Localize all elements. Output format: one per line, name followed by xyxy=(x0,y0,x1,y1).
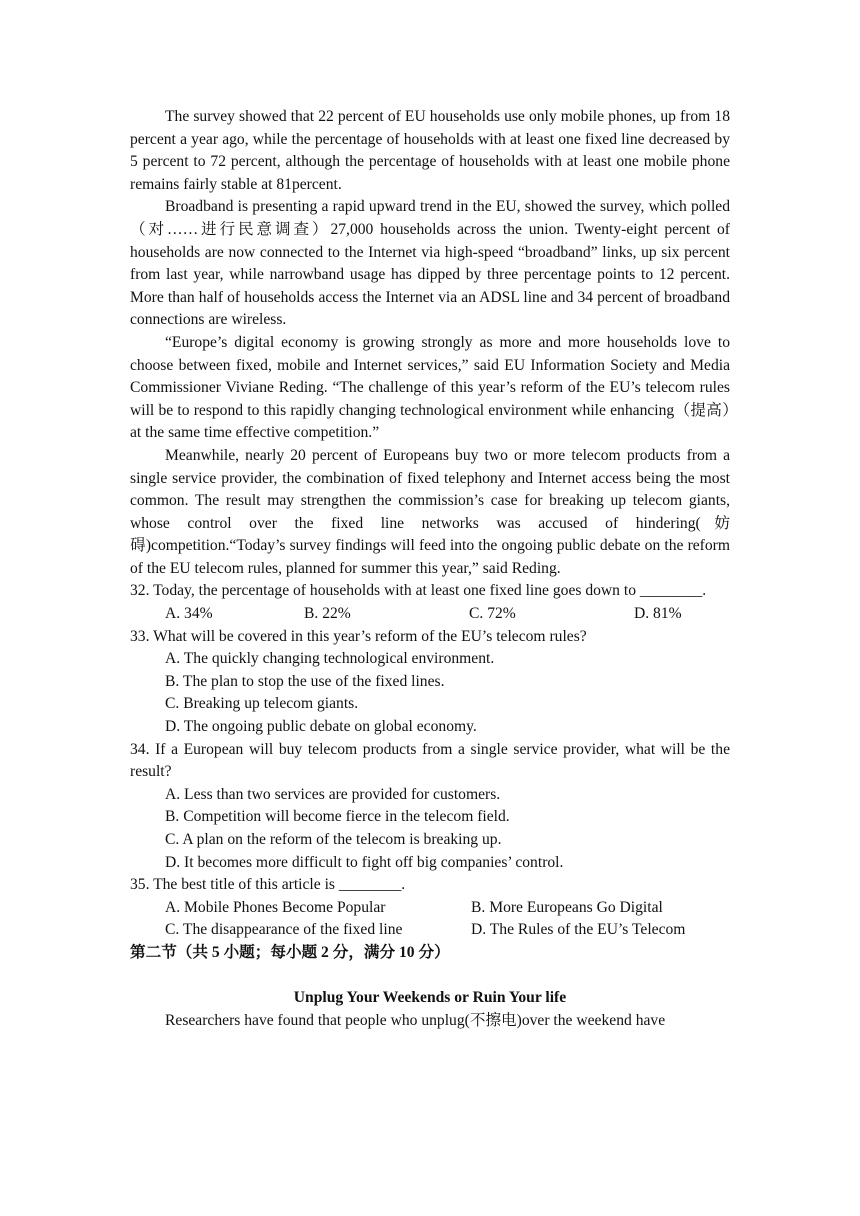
question-32-option-d: D. 81% xyxy=(634,605,682,623)
question-32-option-c: C. 72% xyxy=(469,605,516,623)
question-33-option-c: C. Breaking up telecom giants. xyxy=(165,695,359,713)
question-35-option-b: B. More Europeans Go Digital xyxy=(471,898,663,916)
article-first-line: Researchers have found that people who unplug(不擦电)over the weekend have xyxy=(165,1011,666,1029)
question-34-option-c: C. A plan on the reform of the telecom is breaking up. xyxy=(165,831,502,848)
question-32-option-a: A. 34% xyxy=(165,605,213,623)
question-35-option-a: A. Mobile Phones Become Popular xyxy=(165,898,386,916)
question-35-options-row-2 xyxy=(130,919,730,942)
question-34-stem: 34. If a European will buy telecom products from a single service provider, what will be the result? xyxy=(130,740,730,781)
passage-paragraph-1: The survey showed that 22 percent of EU households use only mobile phones, up from 18 percent a year ago, while the percentage of households with at least one fixed line decreased by 5 percent to 72 percent, although the percentage of households with at least one mobile phone remains fairly stable at 81percent. xyxy=(130,108,730,193)
question-33-stem: 33. What will be covered in this year’s reform of the EU’s telecom rules? xyxy=(130,627,587,645)
passage-paragraph-2: Broadband is presenting a rapid upward trend in the EU, showed the survey, which polled（对……进行民意调查）27,000 households across the union. Twenty-eight percent of households are now connected to the Internet via high-speed “broadband” links, up six percent from last year, while narrowband usage has dipped by three percentage points to 12 percent. More than half of households access the Internet via an ADSL line and 34 percent of broadband connections are wireless. xyxy=(130,198,730,329)
question-33-option-a: A. The quickly changing technological environment. xyxy=(165,650,495,668)
question-35-options-row-1 xyxy=(130,897,730,920)
content-column xyxy=(130,106,730,1032)
question-34-option-d: D. It becomes more difficult to fight off big companies’ control. xyxy=(165,853,564,871)
passage-paragraph-4: Meanwhile, nearly 20 percent of Europeans buy two or more telecom products from a single service provider, the combination of fixed telephony and Internet access being the most common. The result may strengthen the commission’s case for breaking up telecom giants, whose control over the fixed line networks was accused of hindering(妨碍)competition.“Today’s survey findings will feed into the ongoing public debate on the reform of the EU telecom rules, planned for summer this year,” said Reding. xyxy=(130,446,730,577)
question-34-option-b: B. Competition will become fierce in the telecom field. xyxy=(165,808,510,826)
question-32-option-b: B. 22% xyxy=(304,605,351,623)
section-2-heading: 第二节（共 5 小题；每小题 2 分，满分 10 分） xyxy=(130,943,450,961)
question-32-options xyxy=(130,603,730,626)
question-34-option-a: A. Less than two services are provided for customers. xyxy=(165,785,501,803)
spacer xyxy=(130,965,730,988)
question-33-option-d: D. The ongoing public debate on global economy. xyxy=(165,718,477,736)
question-35-option-c: C. The disappearance of the fixed line xyxy=(165,921,403,939)
question-33-option-b: B. The plan to stop the use of the fixed lines. xyxy=(165,672,445,690)
article-title: Unplug Your Weekends or Ruin Your life xyxy=(293,989,567,1007)
question-35-stem: 35. The best title of this article is ________. xyxy=(130,876,406,894)
question-35-option-d: D. The Rules of the EU’s Telecom xyxy=(471,921,686,939)
question-32-stem: 32. Today, the percentage of households with at least one fixed line goes down to ________. xyxy=(130,582,707,600)
passage-paragraph-3: “Europe’s digital economy is growing strongly as more and more households love to choose between fixed, mobile and Internet services,” said EU Information Society and Media Commissioner Viviane Reding. “The challenge of this year’s reform of the EU’s telecom rules will be to respond to this rapidly changing technological environment while enhancing（提高）at the same time effective competition.” xyxy=(130,333,730,442)
